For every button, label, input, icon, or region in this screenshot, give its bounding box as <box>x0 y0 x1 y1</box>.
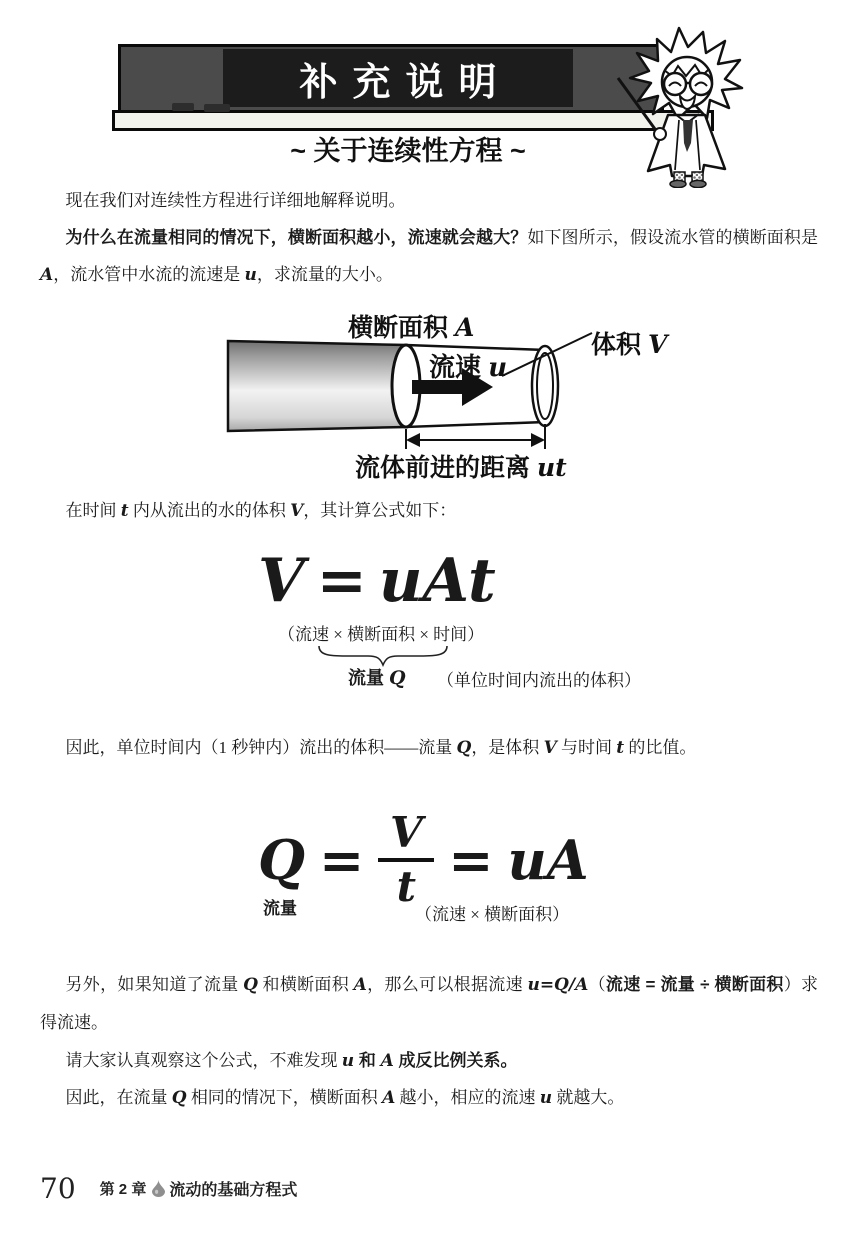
measure-arrowhead-left <box>406 433 420 447</box>
chalk-icon <box>204 104 230 112</box>
chapter-title: 流动的基础方程式 <box>169 1182 298 1199</box>
flow-rate-label: 流量 Q <box>348 667 406 689</box>
paragraph-inverse-formula: 另外，如果知道了流量 Q 和横断面积 A，那么可以根据流速 u=Q/A（流速 = 流量 ÷ 横断面积）求得流速。 <box>40 975 819 1032</box>
label-advance-distance: 流体前进的距离 ut <box>355 453 567 482</box>
paragraph-conclusion: 因此，在流量 Q 相同的情况下，横断面积 A 越小，相应的流速 u 就越大。 <box>65 1088 625 1108</box>
paragraph-observation: 请大家认真观察这个公式，不难发现 u 和 A 成反比例关系。 <box>65 1051 518 1071</box>
label-cross-section-area: 横断面积 A <box>348 313 475 342</box>
flow-rate-label: 流量 <box>263 899 297 918</box>
glasses-right-lens <box>690 73 712 95</box>
hand <box>654 128 666 140</box>
formula-flow-rate: Q = $\frac{V}{t}$ = uA <box>258 808 589 911</box>
formula-volume-annotation: （流速 × 横断面积 × 时间） <box>278 625 485 644</box>
paragraph-formula-intro: 在时间 t 内从流出的水的体积 V，其计算公式如下： <box>65 501 457 521</box>
formula-flow-rate-note: （流速 × 横断面积） <box>415 905 570 924</box>
paragraph-question: 为什么在流量相同的情况下，横断面积越小，流速就会越大？如下图所示，假设流水管的横断面积是 A，流水管中水流的流速是 u，求流量的大小。 <box>40 228 819 285</box>
chapter-number: 第 2 章 <box>99 1181 147 1198</box>
paragraph-flow-rate: 因此，单位时间内（1 秒钟内）流出的体积——流量 Q，是体积 V 与时间 t 的比值。 <box>65 738 697 758</box>
formula-volume-note: （单位时间内流出的体积） <box>437 671 641 690</box>
pipe-right-ring-outer <box>532 346 558 426</box>
chalk-icon <box>172 103 194 111</box>
pipe-shaded-section <box>228 341 406 431</box>
fraction: $\frac{V}{t}$ <box>378 811 434 909</box>
label-velocity: 流速 u <box>429 352 508 383</box>
board-title: 补充说明 <box>299 61 512 104</box>
page-footer <box>40 1172 297 1205</box>
measure-arrowhead-right <box>531 433 545 447</box>
blackboard-title-panel <box>223 49 573 107</box>
page-subtitle: ~ 关于连续性方程 ~ <box>290 136 526 166</box>
paragraph-intro: 现在我们对连续性方程进行详细地解释说明。 <box>65 191 406 210</box>
scientist-character-icon <box>608 26 750 188</box>
page-number: 70 <box>40 1172 76 1205</box>
formula-volume: V = uAt <box>258 546 496 616</box>
water-drop-icon <box>152 1180 165 1197</box>
pipe-diagram <box>200 303 762 495</box>
glasses-left-lens <box>664 73 686 95</box>
label-volume: 体积 V <box>591 330 668 359</box>
